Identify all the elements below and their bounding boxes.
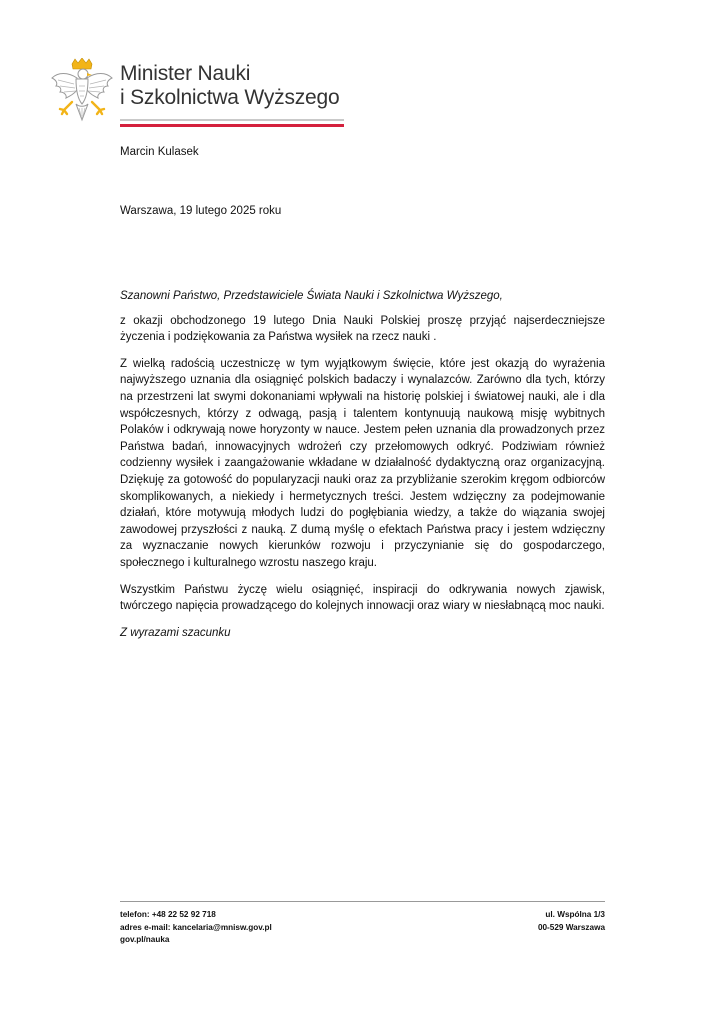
paragraph-3: Wszystkim Państwu życzę wielu osiągnięć, inspiracji do odkrywania nowych zjawisk, twórczego napięcia prowadzącego do kolejnych innowacji oraz wiary w niesłabnącą moc nauki. [120, 583, 605, 613]
letter-body [120, 288, 605, 651]
footer-postal: 00-529 Warszawa [537, 922, 605, 932]
paragraph-1: z okazji obchodzonego 19 lutego Dnia Nauki Polskiej proszę przyjąć najserdeczniejsze życzenia i podziękowania za Państwa wysiłek na rzecz nauki . [120, 314, 605, 344]
footer-phone: telefon: +48 22 52 92 718 [120, 910, 216, 919]
footer-address [538, 909, 605, 934]
footer-website: gov.pl/nauka [120, 935, 170, 944]
institution-name [120, 62, 339, 110]
signer-name: Marcin Kulasek [120, 146, 199, 158]
footer-street: ul. Wspólna 1/3 [545, 910, 605, 919]
footer-email: adres e-mail: kancelaria@mnisw.gov.pl [120, 922, 272, 932]
institution-line-1: Minister Nauki [120, 62, 251, 85]
letterhead-rule-red [120, 124, 344, 127]
closing: Z wyrazami szacunku [120, 626, 231, 639]
paragraph-2: Z wielką radością uczestniczę w tym wyjątkowym święcie, które jest okazją do wyrażenia najwyższego uznania dla osiągnięć polskich badaczy i wynalazców. Zarówno dla tych, którzy na przestrzeni lat swymi dokonaniami wpływali na historię polskiej i światowej nauki, ale i dla współczesnych, którzy z odwagą, pasją i talentem kontynuują naukową misję wybitnych Polaków i odkrywają nowe horyzonty w nauce. Jestem pełen uznania dla prowadzonych przez Państwa badań, innowacyjnych wdrożeń czy przełomowych odkryć. Podziwiam również codzienny wysiłek i zaangażowanie wkładane w działalność dydaktyczną oraz organizacyjną. Dziękuję za gotowość do popularyzacji nauki oraz za przybliżanie szerokim kręgom odbiorców skomplikowanych, a niekiedy i hermetycznych treści. Jestem wdzięczny za podejmowanie działań, które motywują młodych ludzi do pogłębiania wiedzy, a także do wiązania swojej zawodowej przyszłości z nauką. Z dumą myślę o efektach Państwa pracy i jestem wdzięczny za wyznaczanie nowych kierunków rozwoju i przyczynianie się do gospodarczego, społecznego i kulturalnego wzrostu naszego kraju. [120, 357, 605, 569]
footer-divider [120, 901, 605, 902]
date-line: Warszawa, 19 lutego 2025 roku [120, 205, 282, 217]
salutation: Szanowni Państwo, Przedstawiciele Świata Nauki i Szkolnictwa Wyższego, [120, 290, 503, 302]
letterhead-rule-gray [120, 119, 344, 121]
institution-line-2: i Szkolnictwa Wyższego [120, 86, 340, 109]
footer-contact [120, 909, 272, 947]
eagle-emblem-icon [50, 58, 114, 128]
